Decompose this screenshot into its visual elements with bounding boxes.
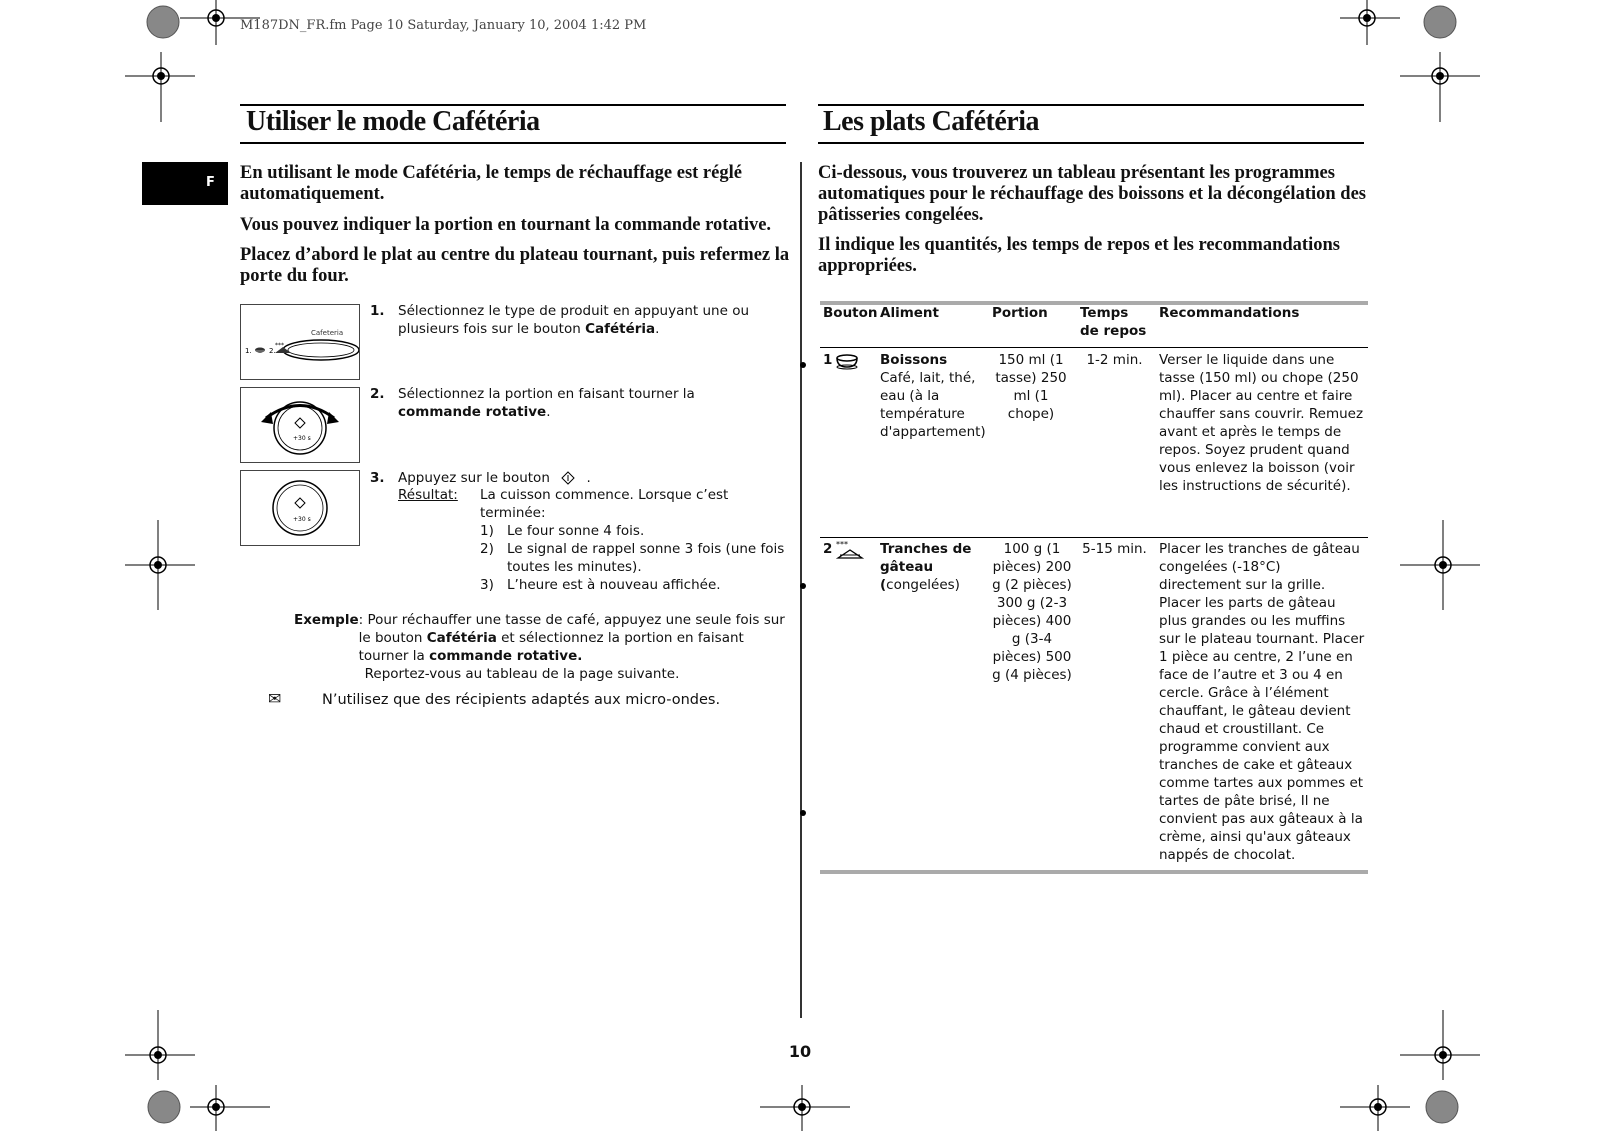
right-title: Les plats Cafétéria [823,106,1040,137]
result-item [480,522,790,540]
step-text: Sélectionnez la portion en faisant tourner la [398,386,695,402]
row-food-description: congelées) [886,577,960,593]
step-text: Sélectionnez le type de produit en appuyant une ou plusieurs fois sur le bouton [398,303,750,337]
note-text: N’utilisez que des récipients adaptés aux micro-ondes. [322,692,721,708]
example-bold: commande rotative. [429,648,583,664]
column-divider [800,162,802,1018]
right-lead-2: Il indique les quantités, les temps de repos et les recommandations appropriées. [818,235,1340,276]
crosshair-mark [1340,0,1400,50]
row-food-name: Tranches de gâteau ( [880,541,972,593]
table-header-rule [820,347,1368,348]
left-lead-3: Placez d’abord le plat au centre du plateau tournant, puis refermez la porte du four. [240,245,790,286]
left-lead-2: Vous pouvez indiquer la portion en tournant la commande rotative. [240,215,772,235]
registration-mark-top-right [1410,0,1460,50]
step-1 [370,302,780,338]
step-bold: commande rotative [398,404,547,420]
result-label: Résultat: [398,487,458,503]
table-header-recommendations: Recommandations [1159,305,1300,321]
crosshair-mark [1340,1085,1410,1131]
registration-mark-bottom-right [1410,1085,1460,1131]
rotary-dial-illustration [240,387,360,463]
crosshair-mark [190,1085,270,1131]
step-number: 3. [370,470,385,486]
table-header-food: Aliment [880,305,939,321]
result-item-number: 2) [480,541,494,557]
page-number: 10 [788,1042,812,1061]
step-number: 2. [370,386,385,402]
example-text: : Pour réchauffer une tasse de café, appuyez une seule fois sur le bouton [358,612,785,646]
step-number: 1. [370,303,385,319]
crosshair-mark [125,52,195,122]
result-item [480,540,790,576]
row-food-description: Café, lait, thé, eau (à la température d'appartement) [880,370,986,440]
crosshair-mark [125,520,195,610]
start-button-illustration [240,470,360,546]
crosshair-mark [1400,520,1480,610]
table-row [823,351,1368,531]
result-item-text: L’heure est à nouveau affichée. [507,577,721,593]
row-button-number: 2 [823,541,833,557]
cafeteria-button-illustration [240,304,360,380]
svg-text:***: *** [275,342,284,349]
title-rule-bottom [818,142,1364,144]
title-rule-bottom [240,142,786,144]
row-standing-time: 1-2 min. [1086,352,1143,368]
result-text: La cuisson commence. Lorsque c’est terminée: [480,487,729,521]
step-3 [370,469,780,487]
language-tab-label: F [206,175,215,190]
result-item-text: Le signal de rappel sonne 3 fois (une fois toutes les minutes). [507,541,785,575]
start-icon [558,471,578,485]
row-button-number: 1 [823,352,833,368]
bullet-mark [800,583,806,589]
cake-icon [836,540,864,560]
language-tab [142,162,228,205]
panel-button-label: Cafeteria [311,329,344,337]
table-header-portion: Portion [992,305,1048,321]
example-label: Exemple [294,612,359,628]
file-header-note: M187DN_FR.fm Page 10 Saturday, January 10, 2004 1:42 PM [240,18,647,33]
step-text: Appuyez sur le bouton [398,470,550,486]
step-bold: Cafétéria [585,321,656,337]
start-icon [295,418,305,428]
table-header-button: Bouton [823,305,878,321]
right-lead-1: Ci-dessous, vous trouverez un tableau présentant les programmes automatiques pour le réchauffage des boissons et la décongélation des pâtisseries congelées. [818,163,1366,225]
step-text-end: . [546,404,551,420]
result-item-number: 3) [480,577,494,593]
table-row [823,540,1368,866]
cup-icon [255,348,265,354]
svg-text:***: *** [836,540,848,549]
result-item-number: 1) [480,523,494,539]
row-portion: 150 ml (1 tasse) 250 ml (1 chope) [995,352,1067,422]
row-portion: 100 g (1 pièces) 200 g (2 pièces) 300 g (2-3 pièces) 400 g (3-4 pièces) 500 g (4 pièces) [992,541,1072,683]
example-text: Reportez-vous au tableau de la page suivante. [364,666,680,682]
row-recommendation: Placer les tranches de gâteau congelées (-18°C) directement sur la grille. Placer les parts de gâteau plus grandes ou les muffins sur le plateau tournant. Placer 1 pièce au centre, 2 l’une en face de l’autre et 3 ou 4 en cercle. Grâce à l’élément chauffant, le gâteau devient chaud et croustillant. Ce programme convient aux tranches de cake et gâteaux comme tartes aux pommes et tartes de pâte brisé, Il ne convient pas aux gâteaux à la crème, ainsi qu'aux gâteaux nappés de chocolat. [1159,541,1365,863]
cup-icon [836,354,862,370]
row-recommendation: Verser le liquide dans une tasse (150 ml) ou chope (250 ml). Placer au centre et faire chauffer sans couvrir. Remuez avant et après le temps de repos. Soyez prudent quand vous enlevez la boisson (voir les instructions de sécurité). [1159,352,1364,494]
step-2 [370,385,780,421]
table-header-time: Temps de repos [1080,305,1147,339]
dial-label: +30 s [293,435,311,442]
registration-mark-bottom-left [140,1085,190,1131]
table-row-rule [820,537,1368,538]
panel-program-1: 1. [245,347,252,355]
example-text: et sélectionnez la portion en faisant tourner la [358,630,744,664]
dial-label: +30 s [293,516,311,523]
example-block [294,611,790,683]
bullet-mark [800,362,806,368]
table-bottom-rule [820,870,1368,874]
envelope-icon: ✉ [268,689,282,708]
left-title: Utiliser le mode Cafétéria [246,106,540,137]
result-item [480,576,790,594]
bullet-mark [800,810,806,816]
example-bold: Cafétéria [426,630,497,646]
left-lead-1: En utilisant le mode Cafétéria, le temps de réchauffage est réglé automatiquement. [240,163,742,204]
start-icon [295,498,305,508]
result-item-text: Le four sonne 4 fois. [507,523,645,539]
panel-program-2: 2. [269,347,276,355]
row-food-name: Boissons [880,352,948,368]
step-text-end: . [586,470,591,486]
row-standing-time: 5-15 min. [1082,541,1147,557]
crosshair-mark [760,1085,850,1131]
crosshair-mark [1400,52,1480,122]
step-text-end: . [655,321,660,337]
registration-mark-top-left [125,0,185,50]
